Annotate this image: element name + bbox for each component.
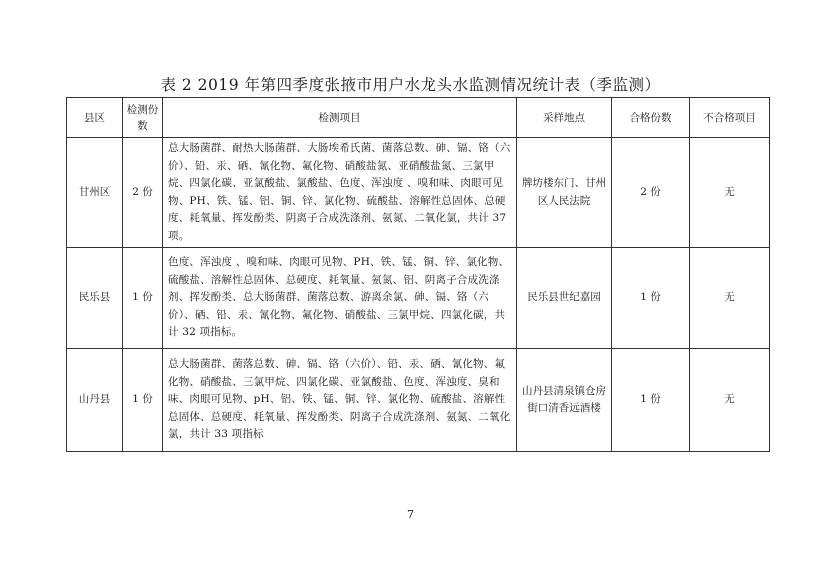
items-cell: 色度、浑浊度 、嗅和味、肉眼可见物、PH、铁、锰、铜、锌、氯化物、硫酸盐、溶解性总固体、总硬度、耗氧量、氨氮、铝、阴离子合成洗涤剂、挥发酚类、总大肠菌群、菌落总数、游离余氯、砷、镉、铬（六价）、硒、铅、汞、氰化物、氟化物、硝酸盐、三氯甲烷、四氯化碳，共计 32 项指标。 xyxy=(163,248,517,349)
county-cell: 甘州区 xyxy=(67,138,123,248)
header-row xyxy=(67,98,770,138)
unqualified-cell: 无 xyxy=(690,138,770,248)
header-site: 采样地点 xyxy=(517,98,612,138)
items-cell: 总大肠菌群、耐热大肠菌群、大肠埃希氏菌、菌落总数、砷、镉、铬（六价）、铅、汞、硒、氰化物、氟化物、硝酸盐氮、亚硝酸盐氮、三氯甲烷、四氯化碳、亚氯酸盐、氯酸盐、色度、浑浊度 、嗅和味、肉眼可见物、PH、铁、锰、铝、铜、锌、氯化物、硫酸盐、溶解性总固体、总硬度、耗氧量、挥发酚类、阴离子合成洗涤剂、氨氮、二氧化氯，共计 37 项。 xyxy=(163,138,517,248)
table-row xyxy=(67,248,770,349)
county-cell: 山丹县 xyxy=(67,349,123,452)
site-cell: 民乐县世纪嘉园 xyxy=(517,248,612,349)
header-county: 县区 xyxy=(67,98,123,138)
header-count: 检测份数 xyxy=(123,98,163,138)
header-unqualified: 不合格项目 xyxy=(690,98,770,138)
count-cell: 2 份 xyxy=(123,138,163,248)
site-cell: 山丹县清泉镇仓房街口清香远酒楼 xyxy=(517,349,612,452)
header-qualified: 合格份数 xyxy=(612,98,690,138)
qualified-cell: 2 份 xyxy=(612,138,690,248)
table-row xyxy=(67,138,770,248)
unqualified-cell: 无 xyxy=(690,248,770,349)
header-items: 检测项目 xyxy=(163,98,517,138)
page-number: 7 xyxy=(407,508,414,521)
table-title: 表 2 2019 年第四季度张掖市用户水龙头水监测情况统计表（季监测） xyxy=(160,76,661,94)
items-cell: 总大肠菌群、菌落总数、砷、镉、铬（六价）、铅、汞、硒、氰化物、氟化物、硝酸盐、三氯甲烷、四氯化碳、亚氯酸盐、色度、浑浊度、臭和味、肉眼可见物、pH、铝、铁、锰、铜、锌、氯化物、硫酸盐、溶解性总固体、总硬度、耗氧量、挥发酚类、阴离子合成洗涤剂、氨氮、二氧化氯，共计 33 项指标 xyxy=(163,349,517,452)
count-cell: 1 份 xyxy=(123,248,163,349)
site-cell: 牌坊楼东门、甘州区人民法院 xyxy=(517,138,612,248)
county-cell: 民乐县 xyxy=(67,248,123,349)
qualified-cell: 1 份 xyxy=(612,248,690,349)
monitoring-table xyxy=(66,97,770,452)
table-row xyxy=(67,349,770,452)
count-cell: 1 份 xyxy=(123,349,163,452)
unqualified-cell: 无 xyxy=(690,349,770,452)
qualified-cell: 1 份 xyxy=(612,349,690,452)
